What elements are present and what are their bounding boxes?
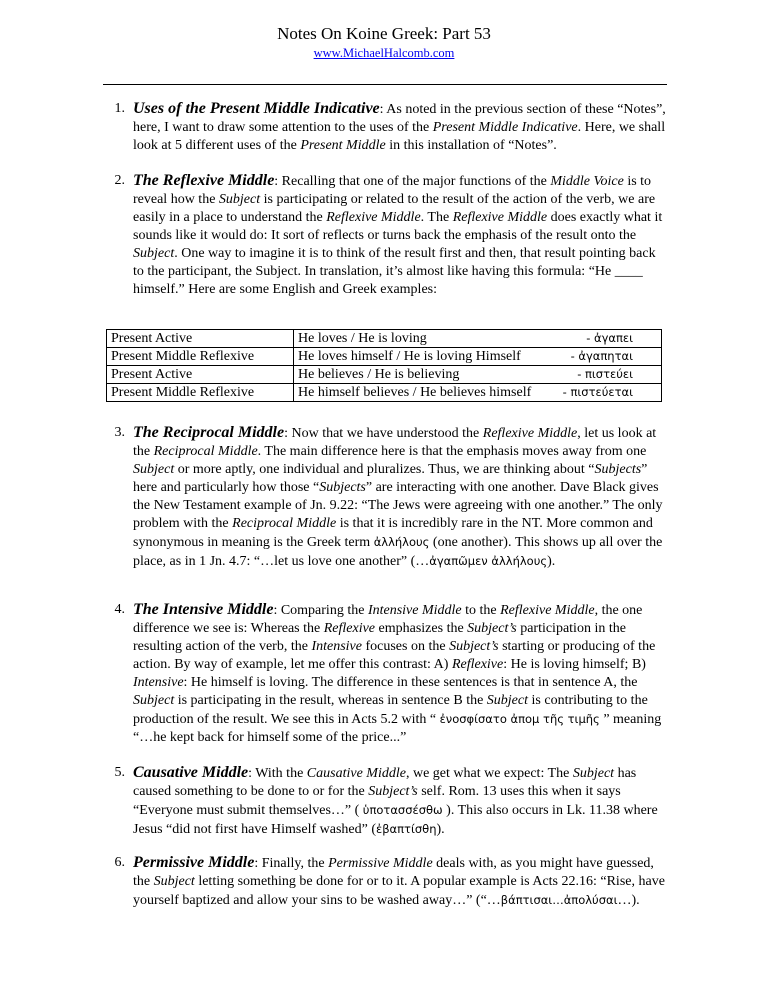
list-item-6: 6. Permissive Middle: Finally, the Permissive Middle deals with, as you might have guessed, the Subject letting something be done for or to it. A popular example is Acts 22.16: “Rise, have yourself baptized and allow your sins to be washed away…” (“…βάπτισαι…ἀπολύσαι…). bbox=[133, 854, 668, 910]
document-title: Notes On Koine Greek: Part 53 bbox=[277, 24, 491, 43]
table-cell: He loves / He is loving - ἀγαπει bbox=[294, 330, 662, 348]
list-item-2: 2. The Reflexive Middle: Recalling that one of the major functions of the Middle Voice is to reveal how the Subject is participating or related to the result of the action of the verb, we are easily in a place to understand the Reflexive Middle. The Reflexive Middle does exactly what it sounds like it would do: It sort of reflects or turns back the emphasis of the result onto the Subject. One way to imagine it is to think of the result first and then, that result pointing back to the participant, the Subject. In translation, it’s almost like having this formula: “He ____ himself.” Here are some English and Greek examples: bbox=[133, 172, 668, 299]
item-number: 1. bbox=[114, 101, 125, 116]
table-row bbox=[107, 330, 662, 348]
table-row bbox=[107, 348, 662, 366]
table-row bbox=[107, 384, 662, 402]
table-cell: He believes / He is believing - πιστεύει bbox=[294, 366, 662, 384]
table-cell: Present Active bbox=[107, 330, 294, 348]
table-cell: He himself believes / He believes himself - πιστεύεται bbox=[294, 384, 662, 402]
item-number: 4. bbox=[114, 602, 125, 617]
table-cell: Present Middle Reflexive bbox=[107, 348, 294, 366]
item-number: 2. bbox=[114, 173, 125, 188]
table-cell: Present Middle Reflexive bbox=[107, 384, 294, 402]
table-cell: Present Active bbox=[107, 366, 294, 384]
examples-table bbox=[106, 329, 662, 402]
website-link[interactable]: www.MichaelHalcomb.com bbox=[313, 46, 455, 60]
item-number: 6. bbox=[114, 855, 125, 870]
item-heading: Uses of the Present Middle Indicative bbox=[133, 100, 380, 117]
item-heading: Causative Middle bbox=[133, 764, 249, 781]
item-number: 3. bbox=[114, 425, 125, 440]
item-heading: The Reciprocal Middle bbox=[133, 424, 285, 441]
table-row bbox=[107, 366, 662, 384]
item-heading: Permissive Middle bbox=[133, 854, 255, 871]
item-heading: The Reflexive Middle bbox=[133, 172, 275, 189]
list-item-3: 3. The Reciprocal Middle: Now that we have understood the Reflexive Middle, let us look at the Reciprocal Middle. The main difference here is that the emphasis moves away from one Subject or more aptly, one individual and pluralizes. Thus, we are thinking about “Subjects” here and particularly how those “Subjects” are interacting with one another. Dave Black gives the New Testament example of Jn. 9.22: “The Jews were agreeing with one another.” The only problem with the Reciprocal Middle is that it is incredibly rare in the NT. More common and synonymous in meaning is the Greek term ἀλλήλους (one another). This shows up all over the place, as in 1 Jn. 4.7: “…let us love one another” (…ἀγαπῶμεν ἀλλήλους). bbox=[133, 424, 668, 571]
document-header bbox=[0, 24, 768, 62]
item-heading: The Intensive Middle bbox=[133, 601, 274, 618]
table-cell: He loves himself / He is loving Himself - ἀγαπηται bbox=[294, 348, 662, 366]
header-divider bbox=[103, 84, 667, 85]
list-item-5: 5. Causative Middle: With the Causative Middle, we get what we expect: The Subject has caused something to be done to or for the Subject’s self. Rom. 13 uses this when it says “Everyone must submit themselves…” ( ὑποτασσέσθω ). This also occurs in Lk. 11.38 where Jesus “did not first have Himself washed” (ἐβαπτίσθη). bbox=[133, 764, 668, 839]
item-number: 5. bbox=[114, 765, 125, 780]
list-item-1: 1. Uses of the Present Middle Indicative: As noted in the previous section of these “Notes”, here, I want to draw some attention to the uses of the Present Middle Indicative. Here, we shall look at 5 different uses of the Present Middle in this installation of “Notes”. bbox=[133, 100, 668, 155]
list-item-4: 4. The Intensive Middle: Comparing the Intensive Middle to the Reflexive Middle, the one difference we see is: Whereas the Reflexive emphasizes the Subject’s participation in the resulting action of the verb, the Intensive focuses on the Subject’s starting or producing of the action. By way of example, let me offer this contrast: A) Reflexive: He is loving himself; B) Intensive: He himself is loving. The difference in these sentences is that in sentence A, the Subject is participating in the result, whereas in sentence B the Subject is contributing to the production of the result. We see this in Acts 5.2 with “ ἐνοσφίσατο ἀπομ τῆς τιμῆς ” meaning “…he kept back for himself some of the price...” bbox=[133, 601, 668, 747]
